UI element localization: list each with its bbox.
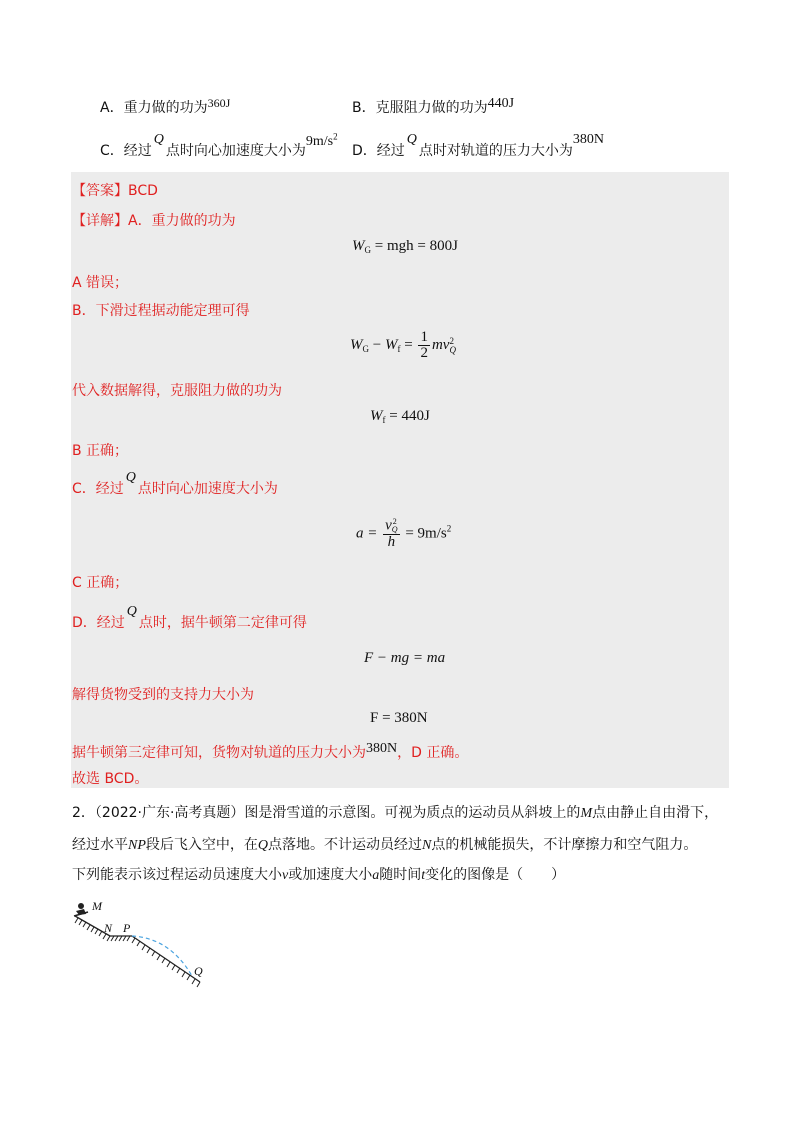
option-c-value: $9m/s^2$ xyxy=(305,131,338,149)
equation-1: $W_G$ = mgh = 800J xyxy=(352,238,458,255)
detail-label: 【详解】A．重力做的功为 xyxy=(72,213,236,229)
c-right: C 正确； xyxy=(72,575,129,591)
option-a-letter: A． xyxy=(100,100,124,116)
option-d-post: 点时对轨道的压力大小为 xyxy=(418,143,573,159)
option-a-text: 重力做的功为 xyxy=(123,100,208,116)
b-head: B．下滑过程据动能定理可得 xyxy=(72,303,250,319)
final-answer: 故选 BCD。 xyxy=(72,771,149,787)
option-b-text: 克服阻力做的功为 xyxy=(375,100,488,116)
equation-5: F − mg = ma xyxy=(364,650,446,666)
option-b-letter: B． xyxy=(352,100,376,116)
option-b xyxy=(352,97,514,117)
a-wrong: A 错误； xyxy=(72,275,129,291)
label-p: P xyxy=(123,921,131,935)
b-sub: 代入数据解得，克服阻力做的功为 xyxy=(72,383,282,399)
question2-line2: 经过水平NP段后飞入空中，在Q点落地。不计运动员经过N点的机械能损失，不计摩擦力和空气阻力。 xyxy=(72,837,698,853)
equation-3: $W_f = 440J$ xyxy=(370,408,430,425)
d-third: 据牛顿第三定律可知，货物对轨道的压力大小为380N，D 正确。 xyxy=(72,741,469,761)
ski-slope-figure xyxy=(70,896,220,992)
option-c xyxy=(100,131,338,160)
question2-line3: 下列能表示该过程运动员速度大小v或加速度大小a随时间t变化的图像是（ ） xyxy=(72,867,566,883)
option-a-value: 360J xyxy=(207,96,231,110)
answer-line: 【答案】BCD xyxy=(72,183,158,199)
option-b-value: 440J xyxy=(487,96,515,111)
option-d-letter: D． xyxy=(352,143,377,159)
option-c-pre: 经过 xyxy=(123,143,152,159)
b-right: B 正确； xyxy=(72,443,129,459)
d-head: D．经过Q点时，据牛顿第二定律可得 xyxy=(72,604,307,631)
equation-2: $W_G - W_f$ = $\frac{1}{2}$ mv 2 Q xyxy=(350,329,456,361)
option-c-letter: C． xyxy=(100,143,124,159)
equation-4: a = v 2 Q h = $9m/s^2$ xyxy=(356,517,452,550)
skier-icon xyxy=(74,903,88,916)
option-d-value: 380N xyxy=(572,132,605,147)
option-a xyxy=(100,97,230,117)
option-c-point: Q xyxy=(153,132,164,147)
option-c-post: 点时向心加速度大小为 xyxy=(165,143,306,159)
c-head: C．经过Q点时向心加速度大小为 xyxy=(72,470,278,497)
d-sub: 解得货物受到的支持力大小为 xyxy=(72,687,254,703)
option-d-pre: 经过 xyxy=(376,143,405,159)
label-q: Q xyxy=(194,964,203,978)
option-d-point: Q xyxy=(406,132,417,147)
label-m: M xyxy=(92,899,102,913)
slope-hatching xyxy=(75,918,200,987)
equation-6: F = 380N xyxy=(370,710,428,726)
label-n: N xyxy=(104,921,113,935)
option-d xyxy=(352,132,605,160)
question2-line1: 2．（2022·广东·高考真题）图是滑雪道的示意图。可视为质点的运动员从斜坡上的M点由静止自由滑下， xyxy=(72,805,719,821)
